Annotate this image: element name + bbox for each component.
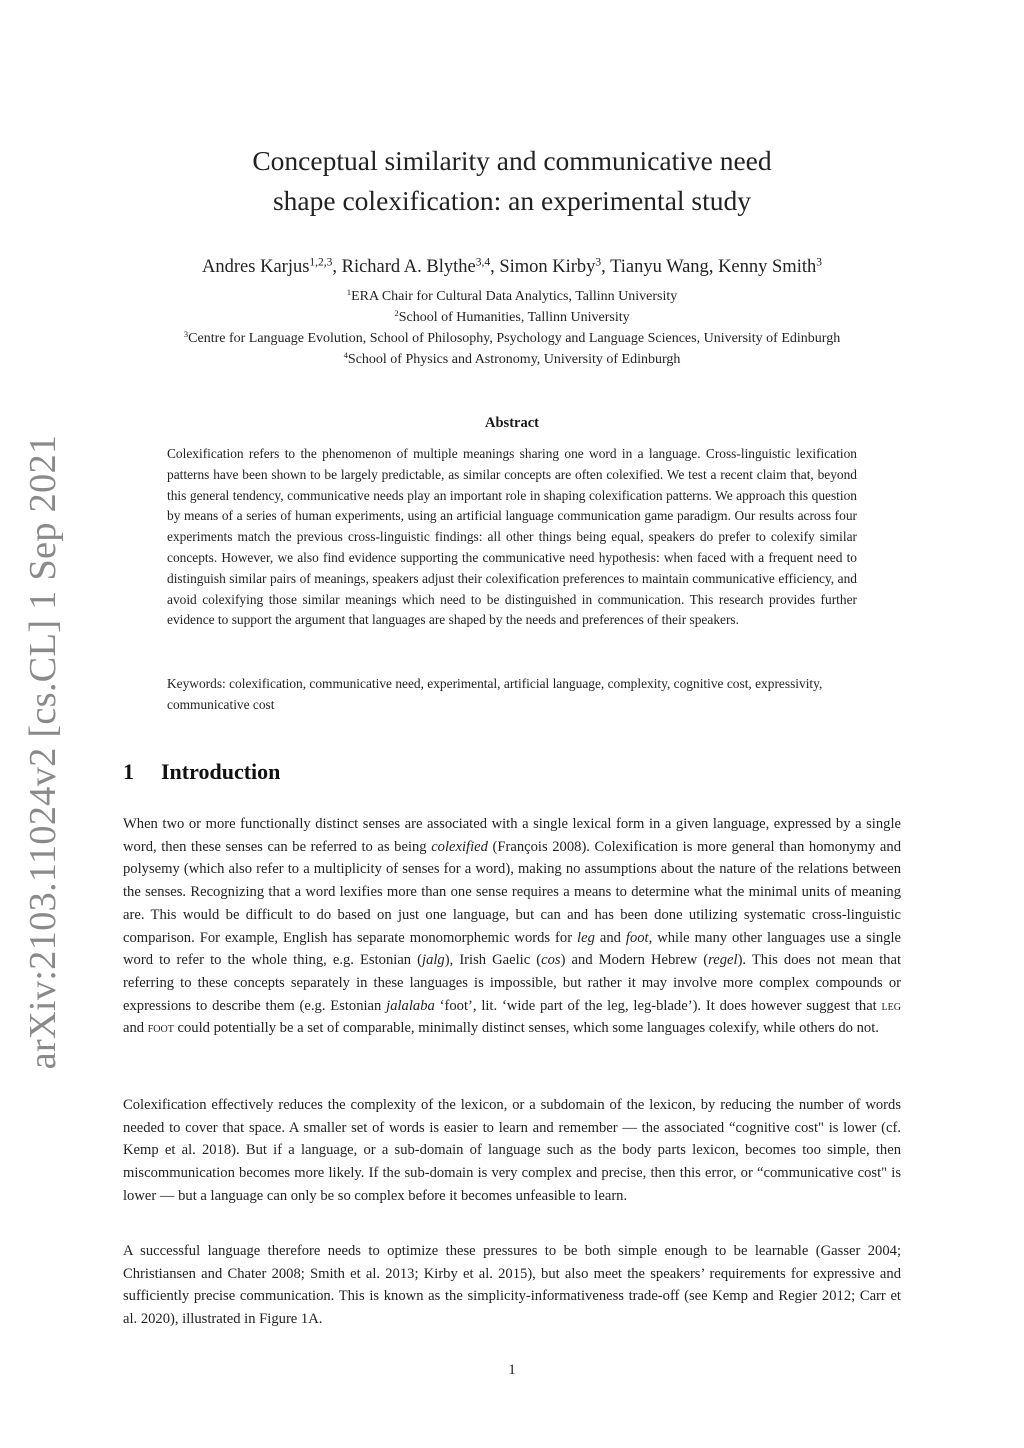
author-list: Andres Karjus$^{1,2,3}$, Richard A. Blythe$^{3,4}$, Simon Kirby$^3$, Tianyu Wang, Kenny Smith$^3$ — [202, 256, 822, 277]
paragraph-2: Colexification effectively reduces the complexity of the lexicon, or a subdomain of the lexicon, by reducing the number of words needed to cover that space. A smaller set of words is easier to learn and remember — the associated “cognitive cost" is lower (cf. Kemp et al. 2018). But if a language, or a sub-domain of language such as the body parts lexicon, becomes too simple, then miscommunication becomes more likely. If the sub-domain is very complex and precise, then this error, or “communicative cost" is lower — but a language can only be so complex before it becomes unfeasible to learn. — [123, 1097, 901, 1204]
title-line-1: Conceptual similarity and communicative need — [252, 145, 772, 176]
affiliation-list — [60, 286, 964, 370]
author-name: Richard A. Blythe — [341, 257, 476, 277]
abstract-heading: Abstract — [485, 415, 539, 431]
section-heading — [123, 757, 280, 787]
paper-title — [160, 141, 864, 221]
author-affil-sup: 1,2,3 — [309, 256, 333, 269]
author-affil-sup: 3,4 — [475, 256, 491, 269]
author-name: Kenny Smith — [718, 257, 817, 277]
affiliation: $^1$ERA Chair for Cultural Data Analytics, Tallinn University — [346, 287, 678, 304]
section-title: Introduction — [161, 759, 281, 784]
paragraph-3: A successful language therefore needs to optimize these pressures to be both simple enough to be learnable (Gasser 2004; Christiansen and Chater 2008; Smith et al. 2013; Kirby et al. 2015), but also meet the speakers’ requirements for expressive and sufficiently precise communication. This is known as the simplicity-informativeness trade-off (see Kemp and Regier 2012; Carr et al. 2020), illustrated in Figure 1A. — [123, 1243, 901, 1328]
author-name: Simon Kirby — [499, 257, 596, 277]
affiliation: $^4$School of Physics and Astronomy, University of Edinburgh — [343, 350, 681, 367]
affiliation: $^2$School of Humanities, Tallinn University — [394, 308, 630, 325]
affiliation: $^3$Centre for Language Evolution, School of Philosophy, Psychology and Language Sciences, University of Edinburgh — [183, 329, 841, 346]
keywords: Keywords: colexification, communicative need, experimental, artificial language, complexity, cognitive cost, expressivity, communicative cost — [167, 676, 823, 712]
paragraph-1: When two or more functionally distinct senses are associated with a single lexical form in a given language, expressed by a single word, then these senses can be referred to as being colexified (François 2008). Colexification is more general than homonymy and polysemy (which also refer to a multiplicity of senses for a word), making no assumptions about the nature of the relations between the senses. Recognizing that a word lexifies more than one sense requires a means to determine what the minimal units of meaning are. This would be difficult to do based on just one language, but can and has been done utilizing systematic cross-linguistic comparison. For example, English has separate monomorphemic words for leg and foot, while many other languages use a single word to refer to the whole thing, e.g. Estonian (jalg), Irish Gaelic (cos) and Modern Hebrew (regel). This does not mean that referring to these concepts separately in these languages is impossible, but rather it may involve more complex compounds or expressions to describe them (e.g. Estonian jalalaba ‘foot’, lit. ‘wide part of the leg, leg-blade’). It does however suggest that leg and foot could potentially be a set of comparable, minimally distinct senses, which some languages colexify, while others do not. — [123, 816, 902, 1037]
author-name: Tianyu Wang — [610, 257, 709, 277]
author-affil-sup: 3 — [595, 256, 602, 269]
author-name: Andres Karjus — [202, 257, 310, 277]
arxiv-stamp: arXiv:2103.11024v2 [cs.CL] 1 Sep 2021 — [22, 434, 64, 1070]
page-number: 1 — [508, 1362, 516, 1378]
abstract-body: Colexification refers to the phenomenon of multiple meanings sharing one word in a language. Cross-linguistic lexification patterns have been shown to be largely predictable, as similar concepts are often colexified. We test a recent claim that, beyond this general tendency, communicative needs play an important role in shaping colexification patterns. We approach this question by means of a series of human experiments, using an artificial language communication game paradigm. Our results across four experiments match the previous cross-linguistic findings: all other things being equal, speakers do prefer to colexify similar concepts. However, we also find evidence supporting the communicative need hypothesis: when faced with a frequent need to distinguish similar pairs of meanings, speakers adjust their colexification preferences to maintain communicative efficiency, and avoid colexifying those similar meanings which need to be distinguished in communication. This research provides further evidence to support the argument that languages are shaped by the needs and preferences of their speakers. — [167, 446, 857, 628]
title-line-2: shape colexification: an experimental study — [272, 185, 752, 216]
author-affil-sup: 3 — [816, 256, 822, 269]
section-number: 1 — [123, 759, 134, 784]
